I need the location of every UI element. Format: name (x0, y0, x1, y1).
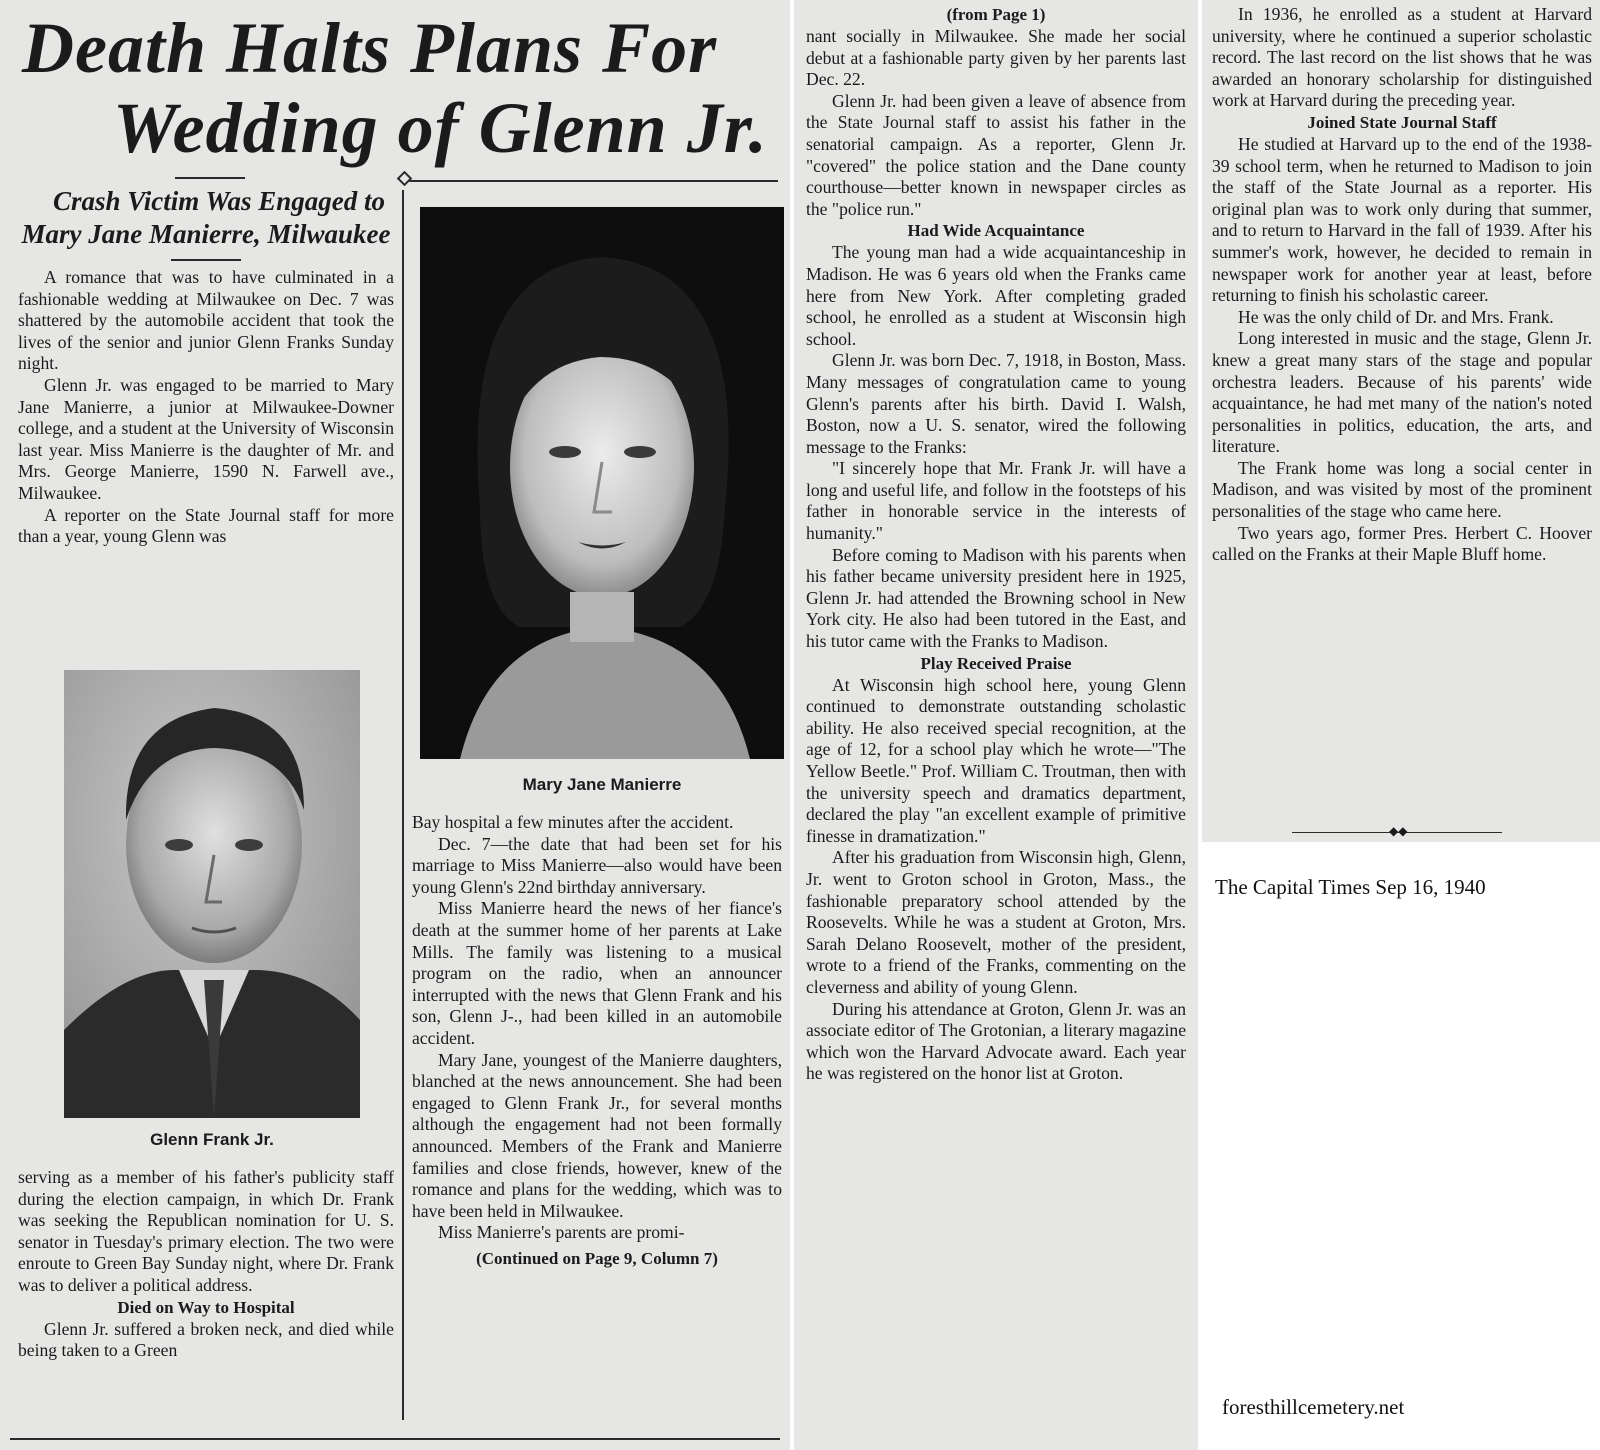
deck-subheadline: Crash Victim Was Engaged to Mary Jane Manierre, Milwaukee (21, 186, 391, 249)
col1-after-photo: serving as a member of his father's publicity staff during the election campaign, in which Dr. Frank was seeking the Republican nomination for U. S. senator in Tuesday's primary election. The two were enroute to Green Bay Sunday night, where Dr. Frank was to deliver a political address. (18, 1167, 394, 1295)
col1-paragraph-3: A reporter on the State Journal staff for more than a year, young Glenn was (18, 504, 394, 547)
col2-paragraph-4: Mary Jane, youngest of the Manierre daughters, blanched at the news announcement. She had been engaged to Glenn Frank Jr., for several months although the engagement had not been formally announced. Members of the Frank and Manierre families and close friends, however, knew of the romance and plans for the wedding, which was to have been held in Milwaukee. (412, 1049, 782, 1221)
column-ornament (397, 171, 413, 187)
source-note: The Capital Times Sep 16, 1940 (1215, 875, 1486, 899)
cont2-paragraph-6: Two years ago, former Pres. Herbert C. Hoover called on the Franks at their Maple Bluff home. (1212, 522, 1592, 565)
headline-rule (408, 180, 778, 182)
cont2-paragraph-1: In 1936, he enrolled as a student at Harvard university, where he continued a superior scholastic record. The last record on the list shows that he was awarded an honorary scholarship for distinguished work at Harvard during the preceding year. (1212, 4, 1592, 111)
column-2 (412, 812, 782, 1270)
cont-paragraph-4: Glenn Jr. was born Dec. 7, 1918, in Boston, Mass. Many messages of congratulation came to young Glenn's parents after his birth. David I. Walsh, Boston, now a U. S. senator, wired the following message to the Franks: (806, 350, 1186, 457)
continuation-column-2 (1212, 4, 1592, 566)
column-1-continued (18, 1167, 394, 1362)
continuation-column (806, 4, 1186, 1085)
from-page-label: (from Page 1) (946, 5, 1046, 24)
col1-paragraph-2: Glenn Jr. was engaged to be married to Mary Jane Manierre, a junior at Milwaukee-Downer college, and a student at the University of Wisconsin last year. Miss Manierre is the daughter of Mr. and Mrs. George Manierre, 1590 N. Farwell ave., Milwaukee. (18, 374, 394, 503)
col1-last-paragraph: Glenn Jr. suffered a broken neck, and died while being taken to a Green (18, 1318, 394, 1361)
col2-paragraph-3: Miss Manierre heard the news of her fiance's death at the summer home of her parents at Lake Mills. The family was listening to a musical program on the radio, when an announcer interrupted with the news that Glenn Frank and his son, Glenn J-., had been killed in an automobile accident. (412, 898, 782, 1048)
headline (18, 8, 778, 168)
cont2-paragraph-3: He was the only child of Dr. and Mrs. Frank. (1238, 306, 1554, 327)
photo-glenn-frank-jr (64, 670, 360, 1118)
cont-paragraph-9: During his attendance at Groton, Glenn Jr. was an associate editor of The Grotonian, a literary magazine which won the Harvard Advocate award. Each year he was registered on the honor list at Groton. (806, 998, 1186, 1084)
cont2-paragraph-4: Long interested in music and the stage, Glenn Jr. knew a great many stars of the stage and popular orchestra leaders. Because of his parents' wide acquaintance, he had met many of the nation's noted personalities in politics, education, the arts, and literature. (1212, 328, 1592, 457)
col2-paragraph-1: Bay hospital a few minutes after the accident. (412, 812, 734, 832)
headline-line-2: Wedding of Glenn Jr. (113, 88, 768, 168)
bottom-rule (10, 1438, 780, 1440)
end-ornament: ◆◆ (1389, 824, 1408, 838)
cont-paragraph-5: "I sincerely hope that Mr. Frank Jr. will have a long and useful life, and follow in the footsteps of his father in honorable service in the interests of humanity." (806, 458, 1186, 544)
continuation-clipping-2 (1202, 0, 1600, 842)
col2-paragraph-2: Dec. 7—the date that had been set for his marriage to Miss Manierre—also would have been young Glenn's 22nd birthday anniversary. (412, 833, 782, 897)
subhead-staff: Joined State Journal Staff (1307, 112, 1497, 132)
cont-paragraph-3: The young man had a wide acquaintanceship in Madison. He was 6 years old when the Franks came here from New York. After completing graded school, he enrolled as a student at Wisconsin high school. (806, 242, 1186, 349)
cont2-paragraph-2: He studied at Harvard up to the end of the 1938-39 school term, when he returned to Madison to join the staff of the State Journal as a reporter. His original plan was to work only during that summer, and to return to Harvard in the fall of 1939. After his summer's work, however, he decided to remain in newspaper work for another year at least, before returning to finish his scholastic career. (1212, 133, 1592, 306)
deck-rule-top (175, 177, 245, 179)
website-note: foresthillcemetery.net (1222, 1395, 1405, 1419)
subhead-hospital: Died on Way to Hospital (117, 1297, 295, 1317)
photo2-caption: Mary Jane Manierre (522, 775, 682, 794)
front-page-clipping (0, 0, 790, 1450)
cont-paragraph-1: nant socially in Milwaukee. She made her social debut at a fashionable party given by her parents last Dec. 22. (806, 26, 1186, 90)
continued-line: (Continued on Page 9, Column 7) (476, 1248, 718, 1268)
cont-paragraph-2: Glenn Jr. had been given a leave of absence from the State Journal staff to assist his father in the senatorial campaign. As a reporter, Glenn Jr. "covered" the police station and the Dane county courthouse—better known in newspaper circles as the "police run." (806, 90, 1186, 219)
col1-paragraph-1: A romance that was to have culminated in a fashionable wedding at Milwaukee on Dec. 7 was shattered by the automobile accident that took the lives of the senior and junior Glenn Franks Sunday night. (18, 267, 394, 374)
photo1-caption: Glenn Frank Jr. (150, 1130, 274, 1149)
subhead-play: Play Received Praise (920, 653, 1072, 673)
continuation-clipping (794, 0, 1198, 1450)
deck-rule-bottom (171, 259, 241, 261)
cont-paragraph-6: Before coming to Madison with his parents when his father became university president here in 1925, Glenn Jr. had attended the Browning school in New York city. He also had been tutored in the East, and his tutor came with the Franks to Madison. (806, 544, 1186, 652)
column-divider (402, 190, 404, 1420)
column-1 (18, 185, 394, 548)
cont-paragraph-8: After his graduation from Wisconsin high, Glenn, Jr. went to Groton school in Groton, Mass., the fashionable preparatory school attended by the Roosevelts. While he was a student at Groton, Mrs. Sarah Delano Roosevelt, mother of the president, wrote to a friend of the Franks, commenting on the cleverness and ability of young Glenn. (806, 847, 1186, 997)
cont-paragraph-7: At Wisconsin high school here, young Glenn continued to demonstrate outstanding scholastic ability. He also received special recognition, at the age of 12, for a school play which he wrote—"The Yellow Beetle." Prof. William C. Troutman, then with the university speech and dramatics department, declared the play "an excellent example of primitive finesse in dramatization." (806, 674, 1186, 846)
headline-line-1: Death Halts Plans For (22, 8, 718, 88)
col2-paragraph-5: Miss Manierre's parents are promi- (438, 1222, 685, 1243)
cont2-paragraph-5: The Frank home was long a social center in Madison, and was visited by most of the prominent personalities of the stage who came here. (1212, 457, 1592, 522)
photo-mary-jane-manierre (420, 207, 784, 759)
subhead-acquaintance: Had Wide Acquaintance (907, 221, 1085, 241)
